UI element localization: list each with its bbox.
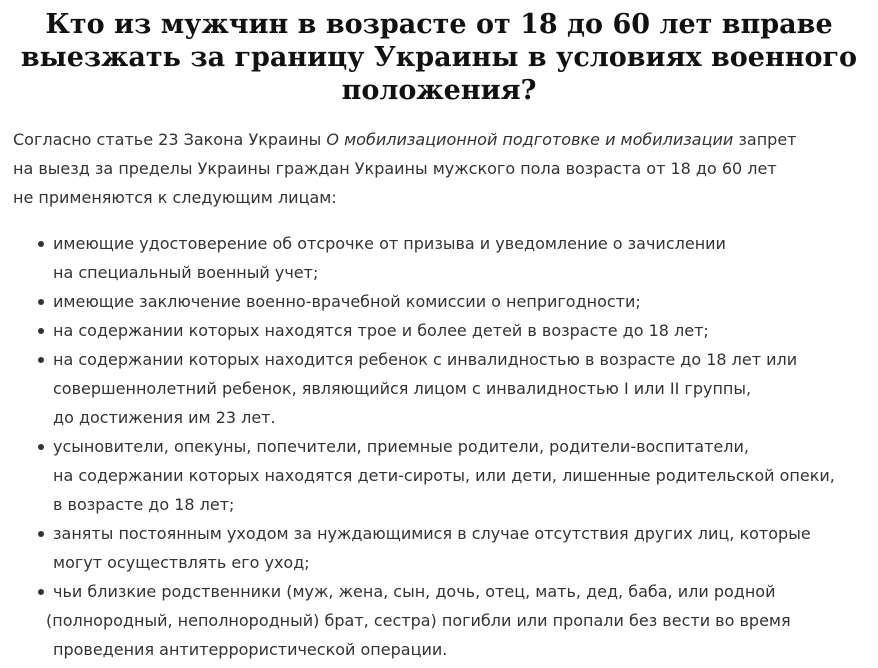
title-line: выезжать за границу Украины в условиях военного bbox=[20, 42, 858, 73]
list-item-line: совершеннолетний ребенок, являющийся лицом с инвалидностью I или II группы, bbox=[53, 379, 752, 398]
list-item bbox=[0, 345, 878, 432]
title-line: Кто из мужчин в возрасте от 18 до 60 лет вправе bbox=[45, 9, 833, 40]
title-line: положения? bbox=[341, 75, 537, 106]
bullet-icon bbox=[38, 444, 44, 450]
list-item bbox=[0, 577, 878, 664]
bullet-icon bbox=[38, 357, 44, 363]
list-item-line: (полнородный, неполнородный) брат, сестра) погибли или пропали без вести во время bbox=[46, 611, 791, 630]
list-item-line: на содержании которых находятся дети-сироты, или дети, лишенные родительской опеки, bbox=[53, 466, 835, 485]
law-name: О мобилизационной подготовке и мобилизации bbox=[326, 130, 734, 149]
intro-paragraph bbox=[13, 125, 873, 212]
intro-line-2: на выезд за пределы Украины граждан Украины мужского пола возраста от 18 до 60 лет bbox=[13, 159, 777, 178]
intro-text-before: Согласно статье 23 Закона Украины bbox=[13, 130, 327, 149]
list-item-line: усыновители, опекуны, попечители, приемные родители, родители-воспитатели, bbox=[53, 437, 749, 456]
list-item bbox=[0, 316, 878, 345]
list-item-line: в возрасте до 18 лет; bbox=[53, 495, 235, 514]
list-item-line: до достижения им 23 лет. bbox=[53, 408, 276, 427]
list-item-line: имеющие удостоверение об отсрочке от призыва и уведомление о зачислении bbox=[53, 234, 726, 253]
list-item-line: заняты постоянным уходом за нуждающимися в случае отсутствия других лиц, которые bbox=[53, 524, 811, 543]
article-title bbox=[20, 8, 858, 107]
list-item bbox=[0, 519, 878, 577]
list-item-line: имеющие заключение военно-врачебной комиссии о непригодности; bbox=[53, 292, 641, 311]
list-item-line: чьи близкие родственники (муж, жена, сын, дочь, отец, мать, дед, баба, или родной bbox=[53, 582, 776, 601]
list-item-line: могут осуществлять его уход; bbox=[53, 553, 310, 572]
bullet-icon bbox=[38, 328, 44, 334]
bullet-icon bbox=[38, 531, 44, 537]
list-item bbox=[0, 432, 878, 519]
list-item-line: на содержании которых находится ребенок с инвалидностью в возрасте до 18 лет или bbox=[53, 350, 798, 369]
list-item bbox=[0, 229, 878, 287]
intro-text-after: запрет bbox=[733, 130, 797, 149]
bullet-icon bbox=[38, 299, 44, 305]
intro-line-3: не применяются к следующим лицам: bbox=[13, 188, 337, 207]
list-item bbox=[0, 287, 878, 316]
list-item-line: на специальный военный учет; bbox=[53, 263, 319, 282]
list-item-line: на содержании которых находятся трое и более детей в возрасте до 18 лет; bbox=[53, 321, 709, 340]
exemption-list bbox=[0, 229, 878, 664]
bullet-icon bbox=[38, 241, 44, 247]
bullet-icon bbox=[38, 589, 44, 595]
list-item-line: проведения антитеррористической операции. bbox=[53, 640, 448, 659]
